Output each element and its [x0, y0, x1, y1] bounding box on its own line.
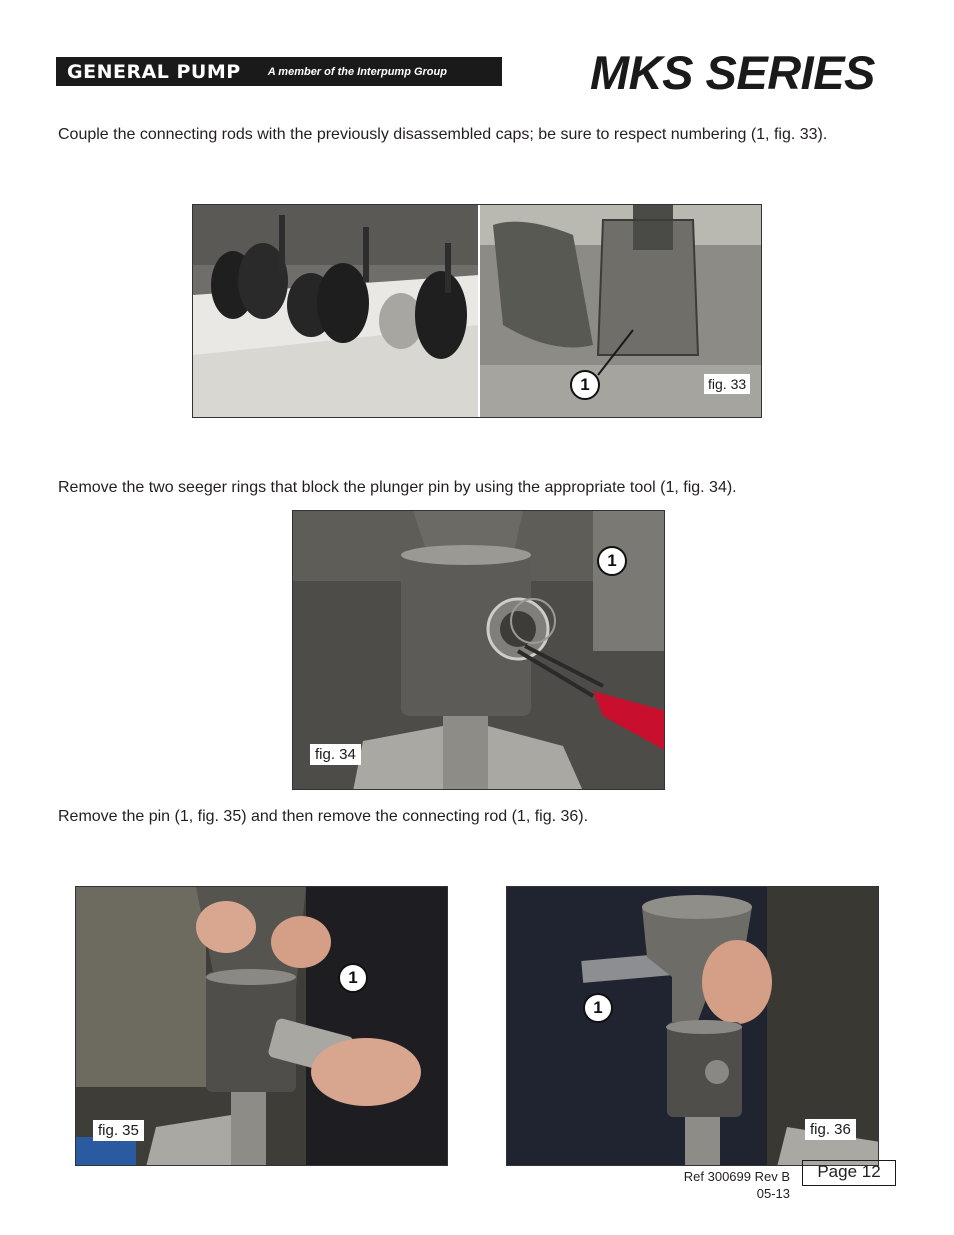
figure-33 — [192, 204, 762, 418]
fig33-callout-1: 1 — [570, 370, 600, 400]
figure-33-photo — [193, 205, 762, 418]
fig36-callout-1: 1 — [583, 993, 613, 1023]
page-number: Page 12 — [802, 1160, 896, 1186]
figure-36 — [506, 886, 879, 1166]
fig35-label: fig. 35 — [93, 1120, 144, 1141]
fig34-label: fig. 34 — [310, 744, 361, 765]
brand-banner — [56, 57, 502, 86]
series-title: MKS SERIES — [590, 46, 875, 99]
revision-date: 05-13 — [756, 1186, 790, 1201]
fig35-callout-1: 1 — [338, 963, 368, 993]
instruction-text-1: Couple the connecting rods with the previously disassembled caps; be sure to respect numbering (1, fig. 33). — [58, 126, 828, 143]
figure-35 — [75, 886, 448, 1166]
brand-name: GENERAL PUMP — [67, 60, 241, 83]
brand-tagline: A member of the Interpump Group — [267, 65, 447, 78]
fig33-label: fig. 33 — [704, 374, 750, 394]
instruction-text-3: Remove the pin (1, fig. 35) and then remove the connecting rod (1, fig. 36). — [58, 808, 589, 825]
instruction-text-2: Remove the two seeger rings that block the plunger pin by using the appropriate tool (1, fig. 34). — [58, 479, 737, 496]
fig34-callout-1: 1 — [597, 546, 627, 576]
fig36-label: fig. 36 — [805, 1119, 856, 1140]
figure-34 — [292, 510, 665, 790]
reference-number: Ref 300699 Rev B — [683, 1169, 790, 1184]
